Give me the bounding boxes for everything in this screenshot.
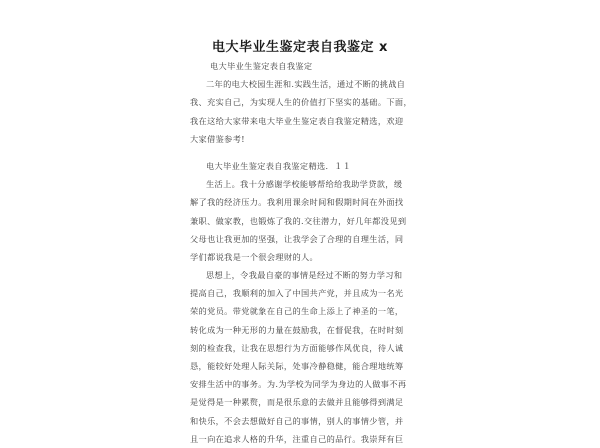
paragraph-line: 我在这给大家带来电大毕业生鉴定表自我鉴定精选，欢迎: [190, 115, 404, 126]
paragraph-line: 生活上。我十分感谢学校能够帮给给我助学贷款，缓: [206, 179, 403, 190]
paragraph-line: 大家借鉴参考!: [190, 133, 245, 144]
paragraph-line: 转化成为一种无形的力量在鼓励我，在督促我，在时时刻: [190, 324, 404, 335]
paragraph-line: 二年的电大校园生涯和.实践生活，通过不断的挑战自: [206, 79, 406, 90]
paragraph-line: 兼职、做家教，也锻炼了我的.交往潜力，好几年都没见到: [190, 215, 407, 226]
paragraph-line: 刻的检查我，让我在思想行为方面能够作风优良，待人诚: [190, 342, 404, 353]
document-body: [190, 57, 412, 448]
paragraph-line: 我、充实自己，为实现人生的价值打下坚实的基础。下面，: [190, 97, 412, 108]
paragraph-line: 父母也让我更加的坚强，让我学会了合理的自理生活，同: [190, 233, 404, 244]
paragraph-line: 思想上，令我最自豪的事情是经过不断的努力学习和: [206, 270, 403, 281]
paragraph-line: 学们都说我是一个很会理财的人。: [190, 251, 319, 262]
paragraph-line: 荣的党员。带党就象在自己的生命上添上了神圣的一笔，: [190, 306, 404, 317]
paragraph-line: 安排生活中的事务。为.为学校为同学为身边的人做事不再: [190, 379, 407, 390]
paragraph-line: 且一向在追求人格的升华，注重自己的品行。我崇拜有巨: [190, 433, 404, 444]
paragraph-line: 是觉得是一种累赘，而是很乐意的去做并且能够得到满足: [190, 397, 404, 408]
paragraph-line: 解了我的经济压力。我利用课余时间和假期时间在外面找: [190, 197, 404, 208]
paragraph-gap: [190, 148, 412, 157]
document-title: 电大毕业生鉴定表自我鉴定 x: [212, 40, 388, 55]
paragraph-line: 提高自己，我顺利的加入了中国共产党，并且成为一名光: [190, 288, 404, 299]
subtitle-line: 电大毕业生鉴定表自我鉴定: [210, 61, 313, 71]
paragraph-line: 恳，能较好处理人际关际，处事冷静稳健，能合理地统筹: [190, 361, 404, 371]
section-heading-line: 电大毕业生鉴定表自我鉴定精选．１１: [206, 160, 352, 171]
paragraph-line: 和快乐，不会去想做好自己的事情，别人的事情少管，并: [190, 415, 404, 426]
